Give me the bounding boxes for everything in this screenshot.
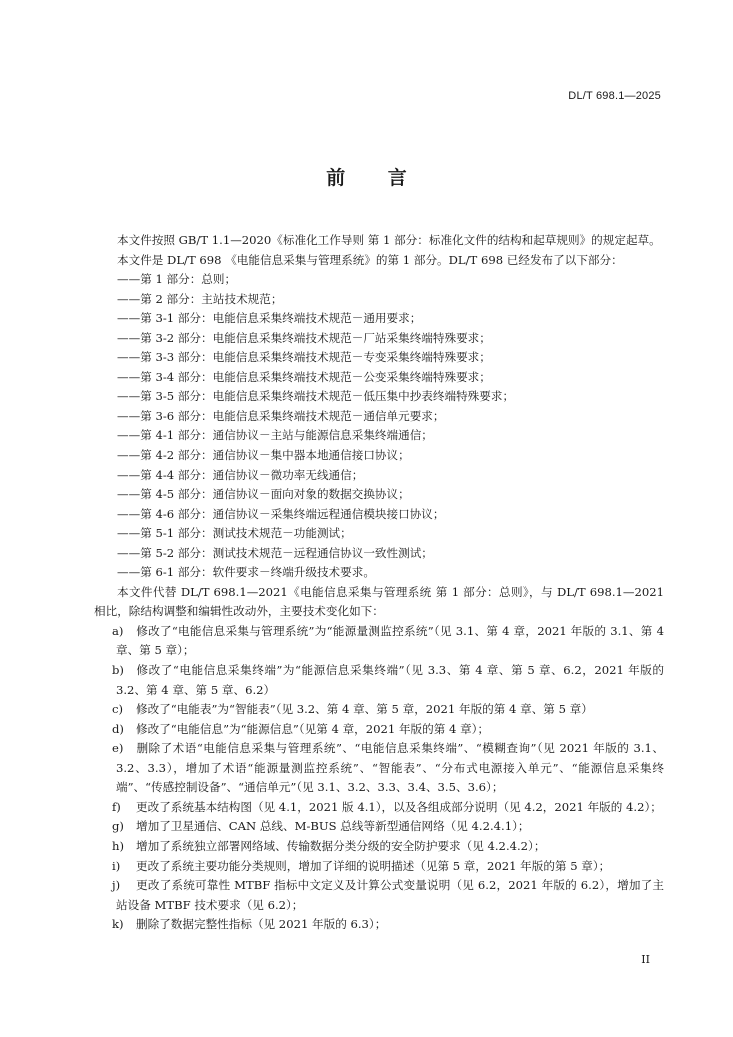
item-text: 修改了“电能信息采集终端”为“能源信息采集终端”（见 3.3、第 4 章、第 5 章、6.2，2021 年版的 3.2、第 4 章、第 5 章、6.2） bbox=[116, 663, 664, 697]
change-item bbox=[94, 857, 664, 877]
item-text: 修改了“电能信息采集与管理系统”为“能源量测监控系统”（见 3.1、第 4 章，2021 年版的 3.1、第 4 章、第 5 章）； bbox=[116, 623, 664, 658]
change-item bbox=[94, 817, 664, 837]
item-label: g) bbox=[112, 819, 124, 834]
item-label: d) bbox=[112, 721, 124, 736]
replacement-statement: 本文件代替 DL/T 698.1—2021《电能信息采集与管理系统 第 1 部分：总则》，与 DL/T 698.1—2021 相比，除结构调整和编辑性改动外，主要技术变化如下： bbox=[94, 584, 664, 619]
list-item: ——第 4-5 部分：通信协议－面向对象的数据交换协议； bbox=[117, 487, 410, 502]
item-text: 删除了术语“电能信息采集与管理系统”、“电能信息采集终端”、“模糊查询”（见 2021 年版的 3.1、3.2、3.3），增加了术语“能源量测监控系统”、“智能表”、“分布式电源接入单元”、“能源信息采集终端”、“传感控制设备”、“通信单元”（见 3.1、3.2、3.3、3.4、3.5、3.6）； bbox=[116, 741, 664, 795]
changes-list bbox=[94, 622, 664, 935]
page-number: II bbox=[641, 953, 650, 966]
list-item: ——第 1 部分：总则； bbox=[117, 272, 237, 287]
document-code: DL/T 698.1—2025 bbox=[568, 90, 661, 102]
list-item: ——第 3-1 部分：电能信息采集终端技术规范－通用要求； bbox=[117, 311, 422, 326]
change-item bbox=[94, 700, 664, 720]
item-text: 更改了系统可靠性 MTBF 指标中文定义及计算公式变量说明（见 6.2，2021 年版的 6.2），增加了主站设备 MTBF 技术要求（见 6.2）； bbox=[116, 878, 664, 912]
list-item: ——第 2 部分：主站技术规范； bbox=[117, 291, 283, 306]
item-text: 修改了“电能表”为“智能表”（见 3.2、第 4 章、第 5 章，2021 年版的第 4 章、第 5 章） bbox=[136, 702, 593, 717]
item-label: k) bbox=[112, 917, 124, 932]
page-title: 前 言 bbox=[326, 167, 425, 189]
item-label: e) bbox=[112, 741, 124, 756]
list-item: ——第 6-1 部分：软件要求－终端升级技术要求。 bbox=[117, 565, 375, 580]
parts-list bbox=[94, 270, 664, 583]
list-item: ——第 3-2 部分：电能信息采集终端技术规范－厂站采集终端特殊要求； bbox=[117, 330, 491, 345]
intro-paragraph: 本文件按照 GB/T 1.1—2020《标准化工作导则 第 1 部分：标准化文件的结构和起草规则》的规定起草。 bbox=[117, 233, 661, 247]
intro-paragraph: 本文件是 DL/T 698 《电能信息采集与管理系统》的第 1 部分。DL/T 698 已经发布了以下部分： bbox=[117, 252, 623, 267]
list-item: ——第 4-4 部分：通信协议－微功率无线通信； bbox=[117, 467, 364, 482]
item-text: 更改了系统主要功能分类规则，增加了详细的说明描述（见第 5 章，2021 年版的第 5 章）； bbox=[136, 858, 611, 873]
list-item: ——第 3-4 部分：电能信息采集终端技术规范－公变采集终端特殊要求； bbox=[117, 369, 491, 384]
list-item: ——第 3-5 部分：电能信息采集终端技术规范－低压集中抄表终端特殊要求； bbox=[117, 389, 515, 404]
document-body bbox=[94, 231, 664, 935]
item-text: 修改了“电能信息”为“能源信息”（见第 4 章，2021 年版的第 4 章）； bbox=[136, 721, 490, 736]
item-label: j) bbox=[112, 878, 121, 893]
change-item bbox=[94, 798, 664, 818]
item-text: 删除了数据完整性指标（见 2021 年版的 6.3）； bbox=[136, 917, 387, 932]
list-item: ——第 5-2 部分：测试技术规范－远程通信协议一致性测试； bbox=[117, 545, 433, 560]
change-item bbox=[94, 622, 664, 661]
change-item bbox=[94, 915, 664, 935]
item-label: a) bbox=[112, 623, 124, 638]
item-text: 增加了系统独立部署网络域、传输数据分类分级的安全防护要求（见 4.2.4.2）； bbox=[136, 838, 546, 853]
item-label: c) bbox=[112, 702, 124, 717]
list-item: ——第 3-3 部分：电能信息采集终端技术规范－专变采集终端特殊要求； bbox=[117, 350, 491, 365]
list-item: ——第 4-1 部分：通信协议－主站与能源信息采集终端通信； bbox=[117, 428, 433, 443]
list-item: ——第 3-6 部分：电能信息采集终端技术规范－通信单元要求； bbox=[117, 408, 445, 423]
item-label: f) bbox=[112, 799, 121, 814]
item-label: h) bbox=[112, 838, 124, 853]
item-label: i) bbox=[112, 858, 121, 873]
change-item bbox=[94, 739, 664, 798]
item-text: 更改了系统基本结构图（见 4.1，2021 版 4.1），以及各组成部分说明（见 4.2，2021 年版的 4.2）； bbox=[136, 799, 662, 814]
item-text: 增加了卫星通信、CAN 总线、M-BUS 总线等新型通信网络（见 4.2.4.1）； bbox=[136, 819, 530, 834]
change-item bbox=[94, 661, 664, 700]
item-label: b) bbox=[112, 663, 124, 678]
change-item bbox=[94, 837, 664, 857]
list-item: ——第 4-6 部分：通信协议－采集终端远程通信模块接口协议； bbox=[117, 506, 445, 521]
list-item: ——第 5-1 部分：测试技术规范－功能测试； bbox=[117, 526, 352, 541]
list-item: ——第 4-2 部分：通信协议－集中器本地通信接口协议； bbox=[117, 448, 410, 463]
change-item bbox=[94, 876, 664, 915]
change-item bbox=[94, 720, 664, 740]
